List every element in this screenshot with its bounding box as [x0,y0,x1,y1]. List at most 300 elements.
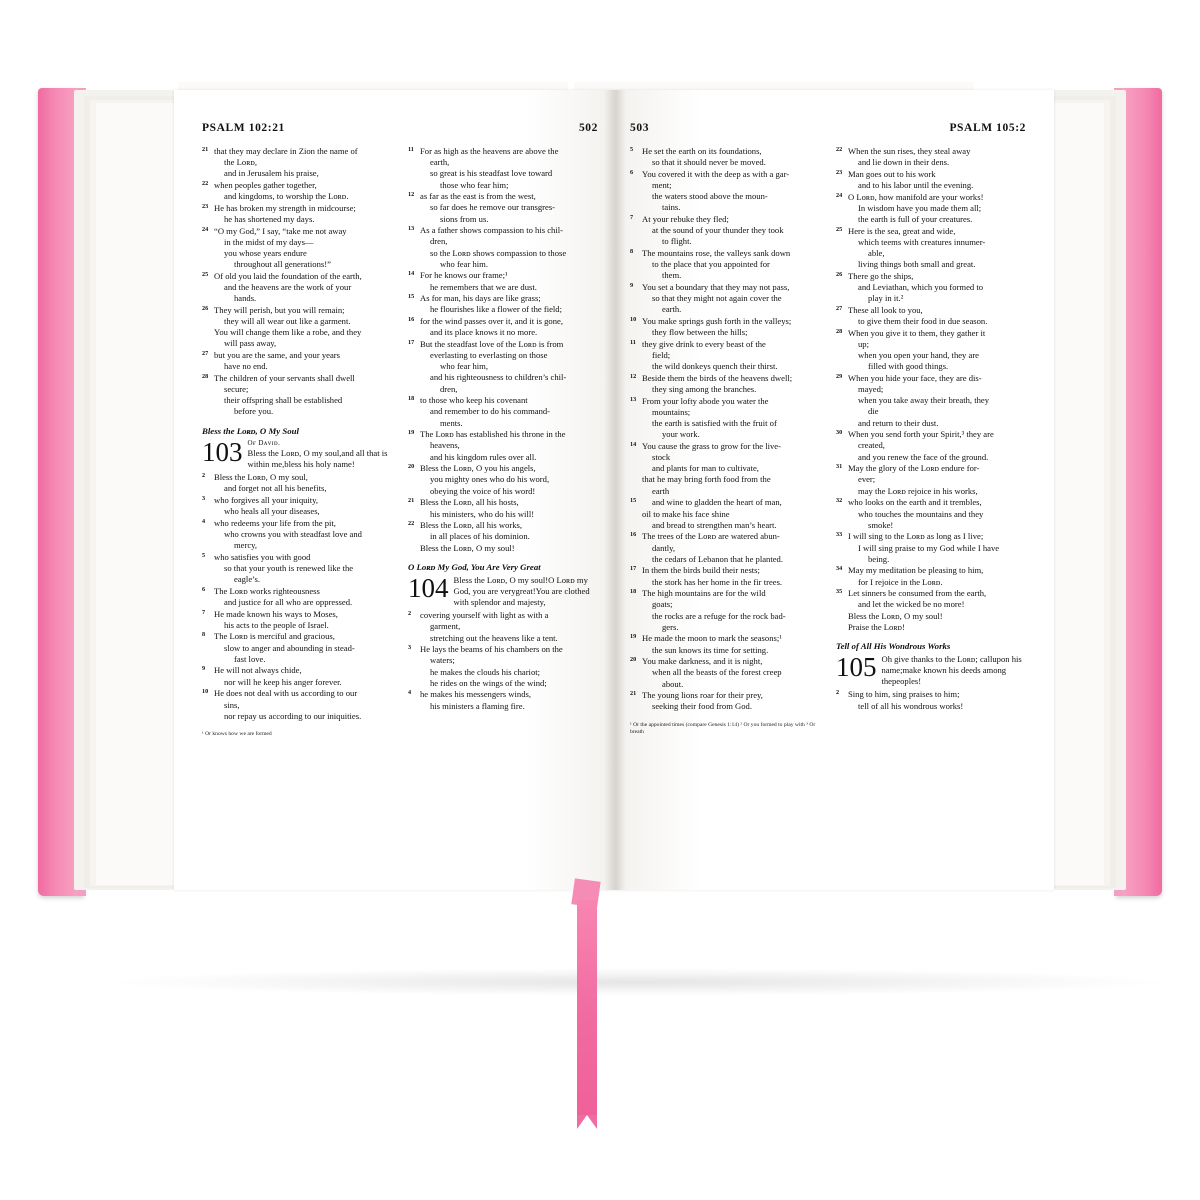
verse-line: dren, [440,383,458,394]
verse [630,588,820,633]
verse-number: 24 [836,191,843,199]
verse-line: You are clothed with splendor and majesty, [453,585,590,608]
verse [836,565,1026,587]
verse-line: and wine to gladden the heart of man, [652,497,782,508]
verse-line: Bless the Lᴏʀᴅ, O my soul, [214,472,308,483]
verse-line: ment; [652,180,672,191]
verse-number: 9 [202,665,206,673]
verse-line: O Lᴏʀᴅ my God, you are very [453,574,588,596]
verse-line: and let the wicked be no more! [858,599,965,610]
verse-line: stretching out the heavens like a tent. [430,632,558,643]
section-heading: Tell of All His Wondrous Works [836,640,951,651]
verse-number: 3 [202,494,206,502]
verse-number: 15 [630,497,637,505]
chapter [202,436,392,722]
chapter-number: 103 [202,436,243,467]
verse-line: waters; [430,655,455,666]
verse-line: seeking their food from God. [652,701,752,712]
left-page [174,90,614,890]
verse-line: which teems with creatures innumer- [858,236,986,247]
verse-line: You make springs gush forth in the valleys; [642,316,792,327]
verse-line: his ministers a flaming fire. [430,700,525,711]
verse-line: and Leviathan, which you formed to [858,282,984,293]
verse-line: the stork has her home in the fir trees. [652,576,783,587]
verse-line: as far as the east is from the west, [420,191,536,202]
verse [630,565,820,587]
verse [408,429,598,463]
verse [630,248,820,282]
verse-number: 31 [836,463,843,471]
chapter-first-verse [882,654,1027,688]
verse [408,293,598,315]
verse-line: He made the moon to mark the seasons;¹ [642,633,782,644]
verse [202,586,392,608]
verse-line: filled with good things. [868,361,949,372]
psalm-byline: Oғ Dᴀᴠɪᴅ. [247,438,281,447]
verse-line: Of old you laid the foundation of the earth, [214,270,362,281]
verse-line: and kingdoms, to worship the Lᴏʀᴅ. [224,191,349,202]
verse-line: and return to their dust. [858,417,939,428]
verse-line: and lie down in their dens. [858,157,950,168]
verse-line: the earth is satisfied with the fruit of [652,418,777,429]
verse-line: sins, [224,699,240,710]
verse-line: slow to anger and abounding in stead- [224,642,355,653]
verse-line: Bless the Lᴏʀᴅ, O my soul, [247,447,342,458]
verse-number: 14 [630,440,637,448]
verse-line: to those who keep his covenant [420,395,528,406]
verse-line: mayed; [858,384,884,395]
verse [408,644,598,689]
verse-line: secure; [224,384,249,395]
verse-number: 18 [630,588,637,596]
left-page-columns [202,146,598,738]
verse-number: 19 [408,429,415,437]
verse-number: 15 [408,293,415,301]
verse-number: 8 [202,631,206,639]
verse-line: when you open your hand, they are [858,350,979,361]
verse [408,463,598,497]
verse-number: 29 [836,372,843,380]
verse-line: He has broken my strength in midcourse; [214,202,356,213]
verse-line: The Lᴏʀᴅ works righteousness [214,585,320,596]
verse-number: 13 [630,395,637,403]
verse [630,441,820,497]
verse [202,688,392,722]
verse [836,146,1026,168]
verse-number: 20 [408,463,415,471]
left-column-1 [202,146,392,738]
verse-line: The children of your servants shall dwell [214,372,355,383]
verse-line: so that your youth is renewed like the [224,562,354,573]
verse-number: 24 [202,225,209,233]
verse-number: 5 [202,551,206,559]
verse-line: But the steadfast love of the Lᴏʀᴅ is from [420,338,564,349]
verse [836,192,1026,226]
verse [408,270,598,292]
verse-line: being. [868,553,890,564]
verse-line: to give them their food in due season. [858,316,988,327]
verse-line: who crowns you with steadfast love and [224,528,362,539]
verse-line: able, [868,248,885,259]
verse-number: 14 [408,270,415,278]
verse-line: They will perish, but you will remain; [214,304,345,315]
verse-line: so far does he remove our transgres- [430,202,556,213]
verse-line: and remember to do his command- [430,406,551,417]
footnote: ¹ Or knows how we are formed [202,730,272,737]
verse-line: stock [652,452,671,463]
chapter-first-verse [248,439,393,470]
verse-line: dantly, [652,542,676,553]
verse-line: and his righteousness to children’s chil- [430,372,567,383]
verse-number: 11 [408,146,414,153]
verse-line: ever; [858,474,876,485]
folio-right: 503 [630,122,650,134]
verse [836,689,1026,711]
right-column-2 [836,146,1026,736]
verse-line: for the wind passes over it, and it is gone, [420,316,563,327]
verse-line: them. [662,270,682,281]
verse [630,690,820,712]
verse-number: 23 [202,202,209,210]
verse-number: 2 [836,689,840,697]
verse-line: but you are the same, and your years [214,350,340,361]
verse [408,225,598,270]
verse-line: hands. [234,293,257,304]
verse-line: From your lofty abode you water the [642,395,769,406]
verse-line: those who fear him; [440,179,509,190]
verse-line: You set a boundary that they may not pass, [642,282,790,293]
verse-line: When the sun rises, they steal away [848,146,971,156]
verse-line: dren, [430,236,448,247]
verse-line: Man goes out to his work [848,168,936,179]
verse [408,146,598,191]
verse-line: sions from us. [440,213,489,224]
verse-line: mountains; [652,406,691,417]
verse [630,214,820,248]
verse [630,396,820,441]
verse-number: 23 [836,168,843,176]
verse-number: 6 [630,168,634,176]
verse [202,305,392,350]
verse-number: 10 [630,316,637,324]
verse-line: your work. [662,429,700,440]
verse-number: 22 [202,180,209,188]
verse-number: 2 [202,472,206,480]
verse-line: When you give it to them, they gather it [848,327,986,338]
verse [408,395,598,429]
verse-line: and all that is within me, [247,447,388,469]
verse-line: the Lᴏʀᴅ, [224,157,258,168]
verse-line: great! [515,585,536,596]
verse-line: his ministers, who do his will! [430,508,535,519]
verse-line: and bread to strengthen man’s heart. [652,519,777,530]
verse-line: when you take away their breath, they [858,395,990,406]
verse-line: and you renew the face of the ground. [858,451,989,462]
section-heading: O Lᴏʀᴅ My God, You Are Very Great [408,561,541,572]
verse-line: heavens, [430,440,460,451]
verse-line: to the place that you appointed for [652,259,770,270]
open-book [38,88,1162,908]
verse-number: 18 [408,395,415,403]
right-page [614,90,1054,890]
verse [408,497,598,519]
verse-line: so the Lᴏʀᴅ shows compassion to those [430,247,567,258]
verse-line: The high mountains are for the wild [642,588,766,599]
verse-line: who fear him, [440,361,488,372]
book-bottom-shadow [98,968,1178,996]
verse-line: for I rejoice in the Lᴏʀᴅ. [858,576,943,587]
verse-number: 33 [836,531,843,539]
verse-line: garment, [430,621,461,632]
verse-number: 19 [630,633,637,641]
verse-line: nor will he keep his anger forever. [224,676,342,687]
verse-line: O Lᴏʀᴅ, how manifold are your works! [848,191,984,202]
verse-line: he has shortened my days. [224,214,315,225]
verse-line: oil to make his face shine [642,508,730,519]
verse-line: There go the ships, [848,270,914,281]
verse-line: Bless the Lᴏʀᴅ, O you his angels, [420,463,536,474]
verse [202,226,392,271]
verse [836,169,1026,191]
verse-line: they sing among the branches. [652,384,757,395]
verse [836,531,1026,565]
verse-line: about. [662,678,684,689]
verse-line: who looks on the earth and it trembles, [848,497,982,508]
verse-line: “O my God,” I say, “take me not away [214,225,347,236]
verse-line: that he may bring forth food from the [642,474,771,485]
verse-line: everlasting to everlasting on those [430,350,548,361]
left-page-header [202,122,598,134]
verse-number: 12 [408,191,415,199]
verse-number: 28 [202,372,209,380]
verse-line: and its place knows it no more. [430,327,538,338]
verse-line: and justice for all who are oppressed. [224,596,353,607]
verse-line: the wild donkeys quench their thirst. [652,361,778,372]
verse [836,328,1026,373]
verse-line: throughout all generations!” [234,259,331,270]
verse [630,282,820,316]
chapter-first-verse [454,575,599,609]
verse-line: For as high as the heavens are above the [420,146,559,156]
verse-number: 6 [202,585,206,593]
verse-number: 30 [836,429,843,437]
verse-line: and the heavens are the work of your [224,282,352,293]
footnote: ¹ Or the appointed times (compare Genesis 1:14) ² Or you formed to play with ³ Or breath [630,721,816,735]
verse-line: Bless the Lᴏʀᴅ, O my soul! [420,542,515,553]
verse-line: obeying the voice of his word! [430,485,536,496]
verse [630,169,820,214]
verse [836,271,1026,305]
verse-line: who fear him. [440,258,488,269]
verse-number: 27 [202,350,209,358]
running-head-left: PSALM 102:21 [202,122,285,134]
verse-line: goats; [652,599,673,610]
verse-line: and to his labor until the evening. [858,180,974,191]
verse-line: he flourishes like a flower of the field; [430,304,562,315]
verse-line: He will not always chide, [214,665,302,676]
page-spread [174,90,1054,890]
verse-line: he makes his messengers winds, [420,689,531,700]
verse-line: earth. [662,304,682,315]
verse-line: they will all wear out like a garment. [224,316,351,327]
verse-number: 34 [836,565,843,573]
verse [836,497,1026,531]
verse-line: who heals all your diseases, [224,506,320,517]
verse-number: 28 [836,327,843,335]
verse-line: He lays the beams of his chambers on the [420,644,563,655]
verse-line: to flight. [662,236,692,247]
verse-line: As for man, his days are like grass; [420,293,541,304]
verse-line: earth [652,485,670,496]
verse-line: When you hide your face, they are dis- [848,372,982,383]
verse-line: field; [652,350,671,361]
verse-line: For he knows our frame;¹ [420,270,508,281]
verse [202,373,392,418]
verse-number: 17 [630,565,637,573]
verse-line: Bless the Lᴏʀᴅ, all his hosts, [420,497,519,508]
verse-number: 35 [836,588,843,596]
folio-left: 502 [578,122,598,134]
left-column-2 [408,146,598,738]
verse-number: 2 [408,610,412,618]
verse [202,609,392,631]
verse-line: so that they might not again cover the [652,293,782,304]
verse [408,316,598,338]
verse-line: when peoples gather together, [214,180,317,191]
verse [408,610,598,644]
verse-number: 17 [408,338,415,346]
verse-line: that they may declare in Zion the name of [214,146,358,156]
verse-number: 4 [408,689,412,697]
verse-number: 21 [408,497,415,505]
verse-line: living things both small and great. [858,259,976,270]
verse-number: 10 [202,688,209,696]
verse [408,520,598,554]
verse-line: so great is his steadfast love toward [430,168,553,179]
verse-line: I will sing to the Lᴏʀᴅ as long as I live; [848,531,984,542]
verse [202,203,392,225]
verse-line: play in it.² [868,293,904,304]
verse-line: At your rebuke they fled; [642,214,729,225]
verse-number: 22 [836,146,843,153]
verse-line: You will change them like a robe, and they [214,327,362,338]
verse-number: 5 [630,146,634,153]
verse-line: When you send forth your Spirit,³ they are [848,429,994,440]
running-head-right: PSALM 105:2 [949,122,1026,134]
verse-line: the waters stood above the moun- [652,191,768,202]
verse-line: created, [858,440,885,451]
verse [630,656,820,690]
verse-number: 4 [202,517,206,525]
verse-line: he rides on the wings of the wind; [430,677,547,688]
verse-number: 9 [630,282,634,290]
verse-line: make known his deeds among the [881,665,1007,687]
verse-line: tell of all his wondrous works! [858,700,964,711]
verse [202,631,392,665]
verse-line: and in Jerusalem his praise, [224,168,319,179]
verse-line: peoples! [892,676,922,687]
verse-line: mercy, [234,540,258,551]
verse-line: at the sound of your thunder they took [652,225,784,236]
verse-line: Bless the Lᴏʀᴅ, all his works, [420,520,523,531]
verse-line: nor repay us according to our iniquities. [224,710,362,721]
verse-line: covering yourself with light as with a [420,610,549,621]
verse-number: 26 [202,304,209,312]
verse-number: 16 [630,531,637,539]
verse [630,339,820,373]
verse-line: fast love. [234,653,266,664]
verse-number: 22 [408,520,415,528]
verse [630,316,820,338]
verse-line: have no end. [224,361,268,372]
verse-line: he makes the clouds his chariot; [430,666,541,677]
verse-line: you mighty ones who do his word, [430,474,550,485]
right-page-header [630,122,1026,134]
verse-line: in all places of his dominion. [430,531,530,542]
verse [630,633,820,655]
verse [202,552,392,586]
verse [836,463,1026,497]
verse-number: 20 [630,656,637,664]
verse-line: the cedars of Lebanon that he planted. [652,553,784,564]
verse [202,472,392,494]
verse-line: earth, [430,157,450,168]
verse-number: 12 [630,372,637,380]
section-heading: Bless the Lᴏʀᴅ, O My Soul [202,425,299,436]
verse-number: 8 [630,248,634,256]
verse-line: they give drink to every beast of the [642,338,766,349]
chapter [408,572,598,712]
verse-line: The Lᴏʀᴅ is merciful and gracious, [214,631,335,642]
verse-line: die [868,406,879,417]
verse-line: he remembers that we are dust. [430,281,537,292]
chapter [836,651,1026,712]
verse [836,305,1026,327]
verse-line: The mountains rose, the valleys sank down [642,248,791,259]
verse-line: his acts to the people of Israel. [224,619,329,630]
verse [630,373,820,395]
verse [836,588,1026,633]
verse-line: and plants for man to cultivate, [652,463,759,474]
verse-number: 7 [202,608,206,616]
verse-line: you whose years endure [224,248,307,259]
verse-number: 32 [836,497,843,505]
verse [202,350,392,372]
verse-line: As a father shows compassion to his chil- [420,225,563,236]
verse-line: You covered it with the deep as with a gar- [642,168,790,179]
verse-line: I will sing praise to my God while I have [858,542,1000,553]
verse-line: up; [858,338,869,349]
verse-line: tains. [662,202,681,213]
verse-line: who satisfies you with good [214,551,311,562]
verse-line: You cause the grass to grow for the live- [642,440,781,451]
verse [202,271,392,305]
verse-number: 21 [202,146,209,153]
verse [202,495,392,517]
verse-line: The young lions roar for their prey, [642,690,763,701]
verse [202,518,392,552]
verse-line: when all the beasts of the forest creep [652,667,782,678]
verse-line: In wisdom have you made them all; [858,202,982,213]
right-column-1 [630,146,820,736]
verse-line: and forget not all his benefits, [224,483,327,494]
verse-line: smoke! [868,519,894,530]
verse-line: Let sinners be consumed from the earth, [848,588,987,599]
ribbon-bookmark [577,900,597,1115]
verse-line: He set the earth on its foundations, [642,146,762,156]
right-page-columns [630,146,1026,736]
verse-line: You make darkness, and it is night, [642,656,763,667]
